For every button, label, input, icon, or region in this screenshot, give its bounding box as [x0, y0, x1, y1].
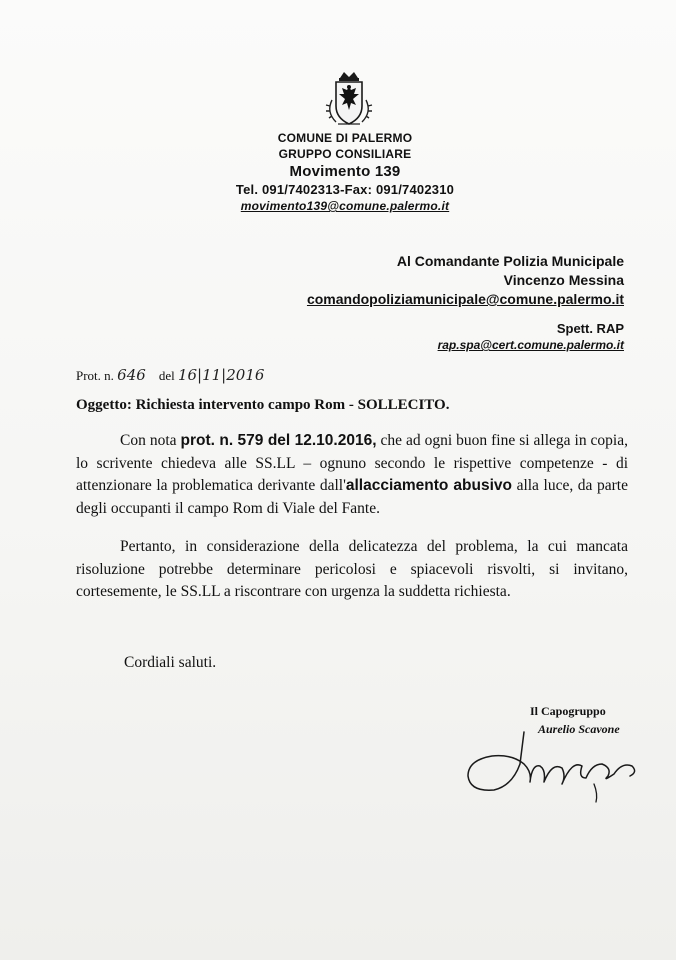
subject-label: Oggetto: [76, 397, 132, 413]
recipient2-email-link[interactable]: rap.spa@cert.comune.palermo.it [437, 338, 624, 352]
protocol-date: 16|11|2016 [177, 366, 265, 384]
p1-highlight: allacciamento abusivo [345, 477, 512, 494]
recipient-name: Vincenzo Messina [503, 272, 624, 288]
recipient2-name: Spett. RAP [556, 321, 624, 336]
protocol-line [76, 366, 264, 384]
signer-title: Il Capogruppo [530, 704, 606, 718]
p1-text-a: Con nota [120, 432, 181, 449]
recipient-email-link[interactable]: comandopoliziamunicipale@comune.palermo.it [306, 291, 624, 307]
body-paragraph-2: Pertanto, in considerazione della delicatezza del problema, la cui mancata risoluzione potrebbe determinare pericolosi e spiacevoli risvolti, si invitano, cortesemente, le SS.LL a riscontrare con urgenza la suddetta richiesta. [76, 538, 628, 600]
body-paragraph-1 [76, 430, 628, 520]
protocol-number: 646 [117, 366, 146, 384]
handwritten-signature [462, 724, 652, 804]
letterhead-municipality: COMUNE DI PALERMO [277, 131, 413, 145]
subject-text: Richiesta intervento campo Rom - SOLLECITO. [135, 397, 450, 413]
closing-greeting: Cordiali saluti. [124, 654, 217, 671]
letterhead-group-name: Movimento 139 [289, 163, 401, 180]
letterhead-phone-fax: Tel. 091/7402313-Fax: 091/7402310 [235, 182, 455, 197]
recipient-block [307, 252, 624, 309]
p1-text-b: che ad ogni buon fine si allega in copia, lo scrivente chiedeva alle SS.LL – ognuno secondo le rispettive competenze - di attenzionare la problematica derivante dall' [76, 432, 628, 494]
signer-name: Aurelio Scavone [538, 722, 620, 736]
recipient2-block [438, 320, 624, 353]
p1-protocol-ref: prot. n. 579 del 12.10.2016, [180, 432, 377, 449]
palermo-coat-of-arms-icon [318, 70, 380, 132]
letterhead-email-link[interactable]: movimento139@comune.palermo.it [240, 199, 450, 213]
p1-text-c: alla luce, da parte degli occupanti il campo Rom di Viale del Fante. [76, 477, 628, 517]
recipient-title: Al Comandante Polizia Municipale [396, 253, 624, 269]
letter-body [76, 430, 628, 620]
protocol-date-label: del [158, 368, 175, 383]
letterhead-council-group: GRUPPO CONSILIARE [278, 147, 412, 161]
letterhead [200, 130, 490, 214]
subject-line [76, 397, 449, 414]
protocol-label: Prot. n. [76, 368, 114, 383]
